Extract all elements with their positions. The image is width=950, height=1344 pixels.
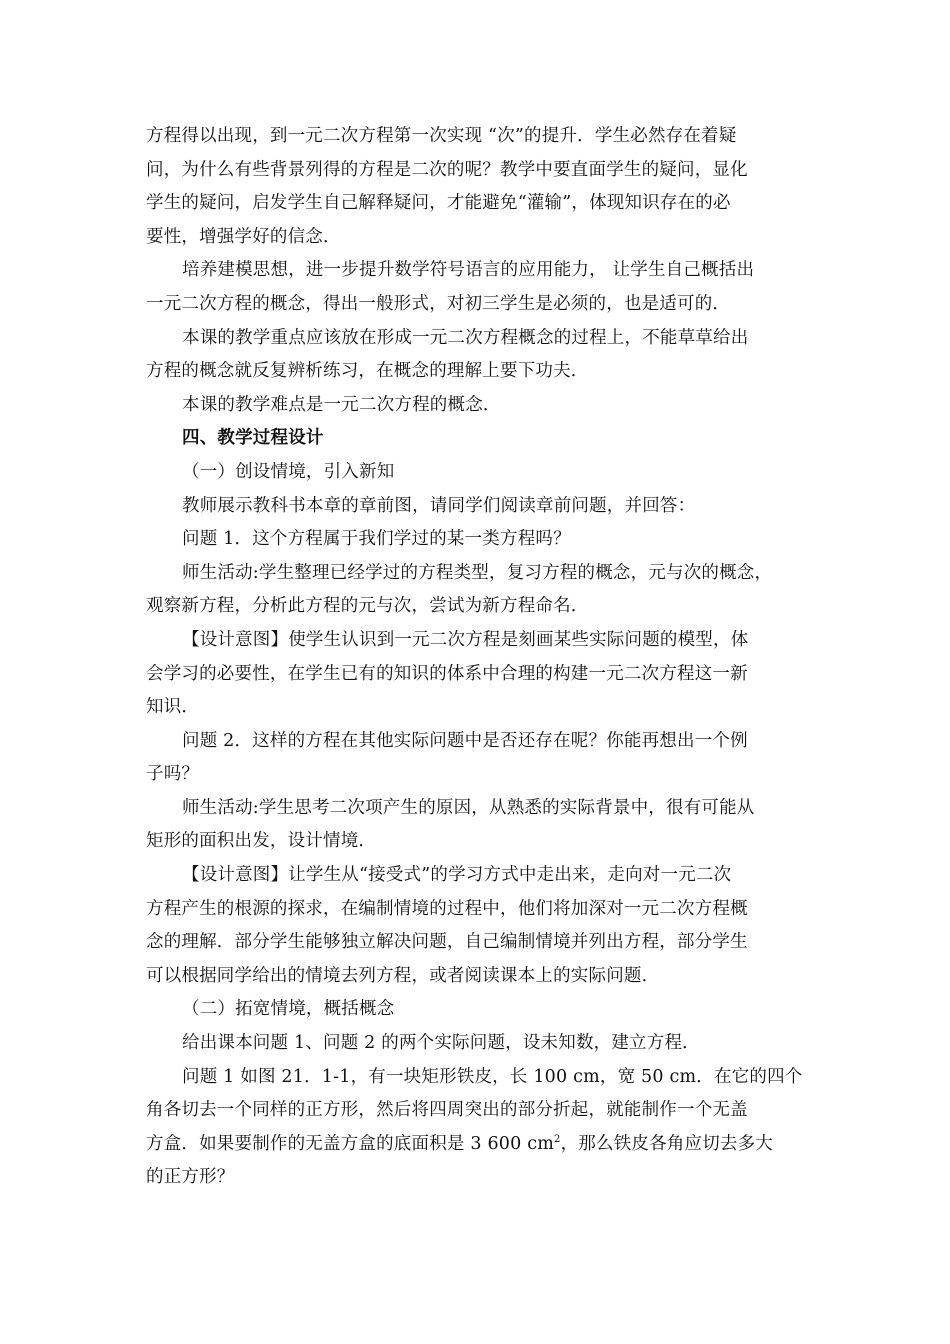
text-line: 问题 1 如图 21．1-1，有一块矩形铁皮，长 100 cm，宽 50 cm．在它的四个 bbox=[182, 1066, 803, 1087]
text-line: 方盒．如果要制作的无盖方盒的底面积是 3 600 $cm^2$，那么铁皮各角应切去多大 bbox=[146, 1133, 773, 1154]
text-line: 【设计意图】使学生认识到一元二次方程是刻画某些实际问题的模型，体 bbox=[182, 629, 749, 650]
text-line: 方程得以出现，到一元二次方程第一次实现 “次”的提升．学生必然存在着疑 bbox=[146, 126, 737, 146]
text-line: 问题 1．这个方程属于我们学过的某一类方程吗？ bbox=[182, 529, 571, 550]
text-line: 念的理解．部分学生能够独立解决问题，自己编制情境并列出方程，部分学生 bbox=[146, 932, 748, 953]
text-line: 培养建模思想，进一步提升数学符号语言的应用能力， 让学生自己概括出 bbox=[182, 260, 755, 281]
text-line: 师生活动:学生思考二次项产生的原因，从熟悉的实际背景中，很有可能从 bbox=[182, 797, 755, 818]
text-line: 方程的概念就反复辨析练习，在概念的理解上要下功夫． bbox=[146, 361, 589, 382]
text-line: 知识． bbox=[146, 697, 200, 718]
text-line: 观察新方程，分析此方程的元与次，尝试为新方程命名． bbox=[146, 596, 589, 617]
text-line: 会学习的必要性，在学生已有的知识的体系中合理的构建一元二次方程这一新 bbox=[146, 663, 748, 684]
text-line: 一元二次方程的概念，得出一般形式，对初三学生是必须的，也是适可的． bbox=[146, 293, 731, 314]
text-line: 师生活动:学生整理已经学过的方程类型，复习方程的概念，元与次的概念， bbox=[182, 562, 773, 583]
text-line: （二）拓宽情境，概括概念 bbox=[182, 999, 395, 1020]
text-line: 【设计意图】让学生从“接受式”的学习方式中走出来，走向对一元二次 bbox=[182, 865, 732, 886]
text-line: 教师展示教科书本章的章前图，请同学们阅读章前问题，并回答： bbox=[182, 495, 696, 516]
text-line: 方程产生的根源的探求，在编制情境的过程中，他们将加深对一元二次方程概 bbox=[146, 898, 748, 919]
text-line: 本课的教学重点应该放在形成一元二次方程概念的过程上，不能草草给出 bbox=[182, 327, 749, 348]
text-body bbox=[146, 120, 810, 1195]
section-heading: 四、教学过程设计 bbox=[182, 428, 324, 449]
text-line: 矩形的面积出发，设计情境． bbox=[146, 831, 377, 852]
text-line: 问，为什么有些背景列得的方程是二次的呢？教学中要直面学生的疑问，显化 bbox=[146, 159, 748, 180]
superscript: 2 bbox=[554, 1133, 561, 1145]
text-line: 本课的教学难点是一元二次方程的概念． bbox=[182, 394, 501, 415]
text-line: 子吗？ bbox=[146, 764, 200, 785]
text-line: 角各切去一个同样的正方形，然后将四周突出的部分折起，就能制作一个无盖 bbox=[146, 1100, 748, 1121]
text-line: 的正方形？ bbox=[146, 1167, 235, 1188]
text-line: 学生的疑问，启发学生自己解释疑问，才能避免“灌输”，体现知识存在的必 bbox=[146, 193, 731, 214]
text-line: 可以根据同学给出的情境去列方程，或者阅读课本上的实际问题． bbox=[146, 965, 660, 986]
text-line: （一）创设情境，引入新知 bbox=[182, 461, 395, 482]
text-line: 要性，增强学好的信念． bbox=[146, 226, 341, 247]
text-line: 问题 2．这样的方程在其他实际问题中是否还存在呢？你能再想出一个例 bbox=[182, 730, 748, 751]
text-line: 给出课本问题 1、问题 2 的两个实际问题，设未知数，建立方程． bbox=[182, 1033, 700, 1054]
